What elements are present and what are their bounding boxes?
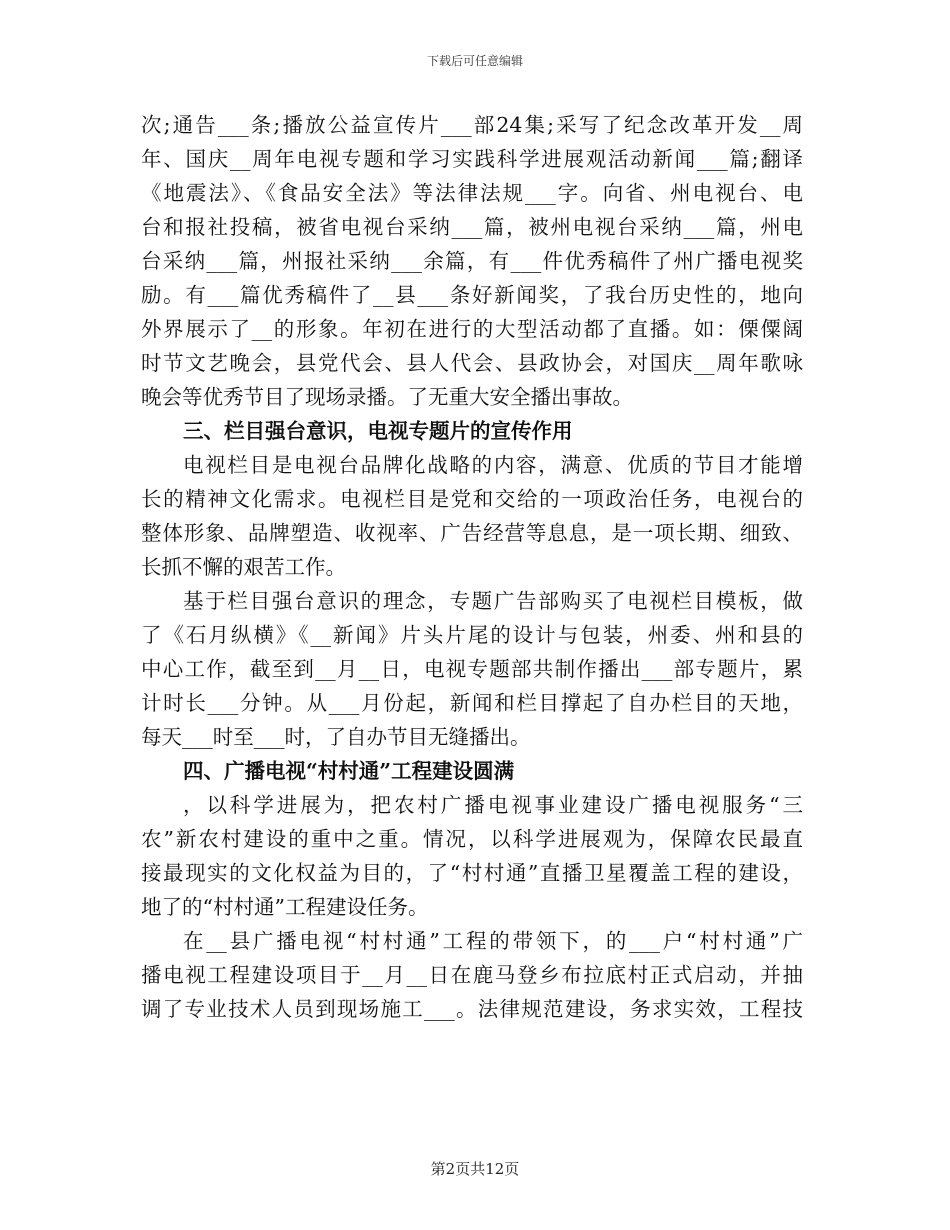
text-line: 接最现实的文化权益为目的，了“村村通”直播卫星覆盖工程的建设， <box>141 861 803 885</box>
text-line: 中心工作，截至到__月__日，电视专题部共制作播出___部专题片，累 <box>141 657 803 681</box>
text-line: 了《石月纵横》《__新闻》片头片尾的设计与包装，州委、州和县的 <box>141 623 803 647</box>
text-line: 计时长___分钟。从___月份起，新闻和栏目撑起了自办栏目的天地， <box>141 691 803 715</box>
text-line: 农”新农村建设的重中之重。情况，以科学进展观为，保障农民最直 <box>141 827 803 851</box>
text-line: 调了专业技术人员到现场施工___。法律规范建设，务求实效，工程技 <box>141 997 803 1021</box>
text-line: 每天___时至___时，了自办节目无缝播出。 <box>141 725 531 749</box>
text-line: ，以科学进展为，把农村广播电视事业建设广播电视服务“三 <box>183 793 803 817</box>
text-line: 年、国庆__周年电视专题和学习实践科学进展观活动新闻___篇;翻译 <box>141 147 803 171</box>
text-line: 《地震法》、《食品安全法》等法律法规___字。向省、州电视台、电 <box>141 181 803 205</box>
text-line: 基于栏目强台意识的理念，专题广告部购买了电视栏目模板，做 <box>183 589 803 613</box>
text-line: 晚会等优秀节目了现场录播。了无重大安全播出事故。 <box>141 385 633 409</box>
text-line: 长的精神文化需求。电视栏目是党和交给的一项政治任务，电视台的 <box>141 487 803 511</box>
text-line: 电视栏目是电视台品牌化战略的内容，满意、优质的节目才能增 <box>183 453 803 477</box>
page-header: 下载后可任意编辑 <box>426 54 523 68</box>
text-line: 整体形象、品牌塑造、收视率、广告经营等息息，是一项长期、细致、 <box>141 521 803 545</box>
text-line: 地了的“村村通”工程建设任务。 <box>141 895 429 919</box>
document-body <box>141 108 803 1026</box>
text-line: 次;通告___条;播放公益宣传片___部24集;采写了纪念改革开发__周 <box>141 113 803 137</box>
text-line: 长抓不懈的艰苦工作。 <box>141 555 346 579</box>
text-line: 台采纳___篇，州报社采纳___余篇，有___件优秀稿件了州广播电视奖 <box>141 249 803 273</box>
text-line: 播电视工程建设项目于__月__日在鹿马登乡布拉底村正式启动，并抽 <box>141 963 803 987</box>
text-line: 在__县广播电视“村村通”工程的带领下，的___户“村村通”广 <box>183 929 803 953</box>
section-heading: 四、广播电视“村村通”工程建设圆满 <box>183 759 515 783</box>
text-line: 时节文艺晚会，县党代会、县人代会、县政协会，对国庆__周年歌咏 <box>141 351 803 375</box>
text-line: 外界展示了__的形象。年初在进行的大型活动都了直播。如：傈僳阔 <box>141 317 803 341</box>
section-heading: 三、栏目强台意识，电视专题片的宣传作用 <box>183 419 573 443</box>
page-footer: 第2页共12页 <box>430 1160 520 1178</box>
text-line: 励。有___篇优秀稿件了__县___条好新闻奖，了我台历史性的，地向 <box>141 283 803 307</box>
text-line: 台和报社投稿，被省电视台采纳___篇，被州电视台采纳___篇，州电 <box>141 215 803 239</box>
